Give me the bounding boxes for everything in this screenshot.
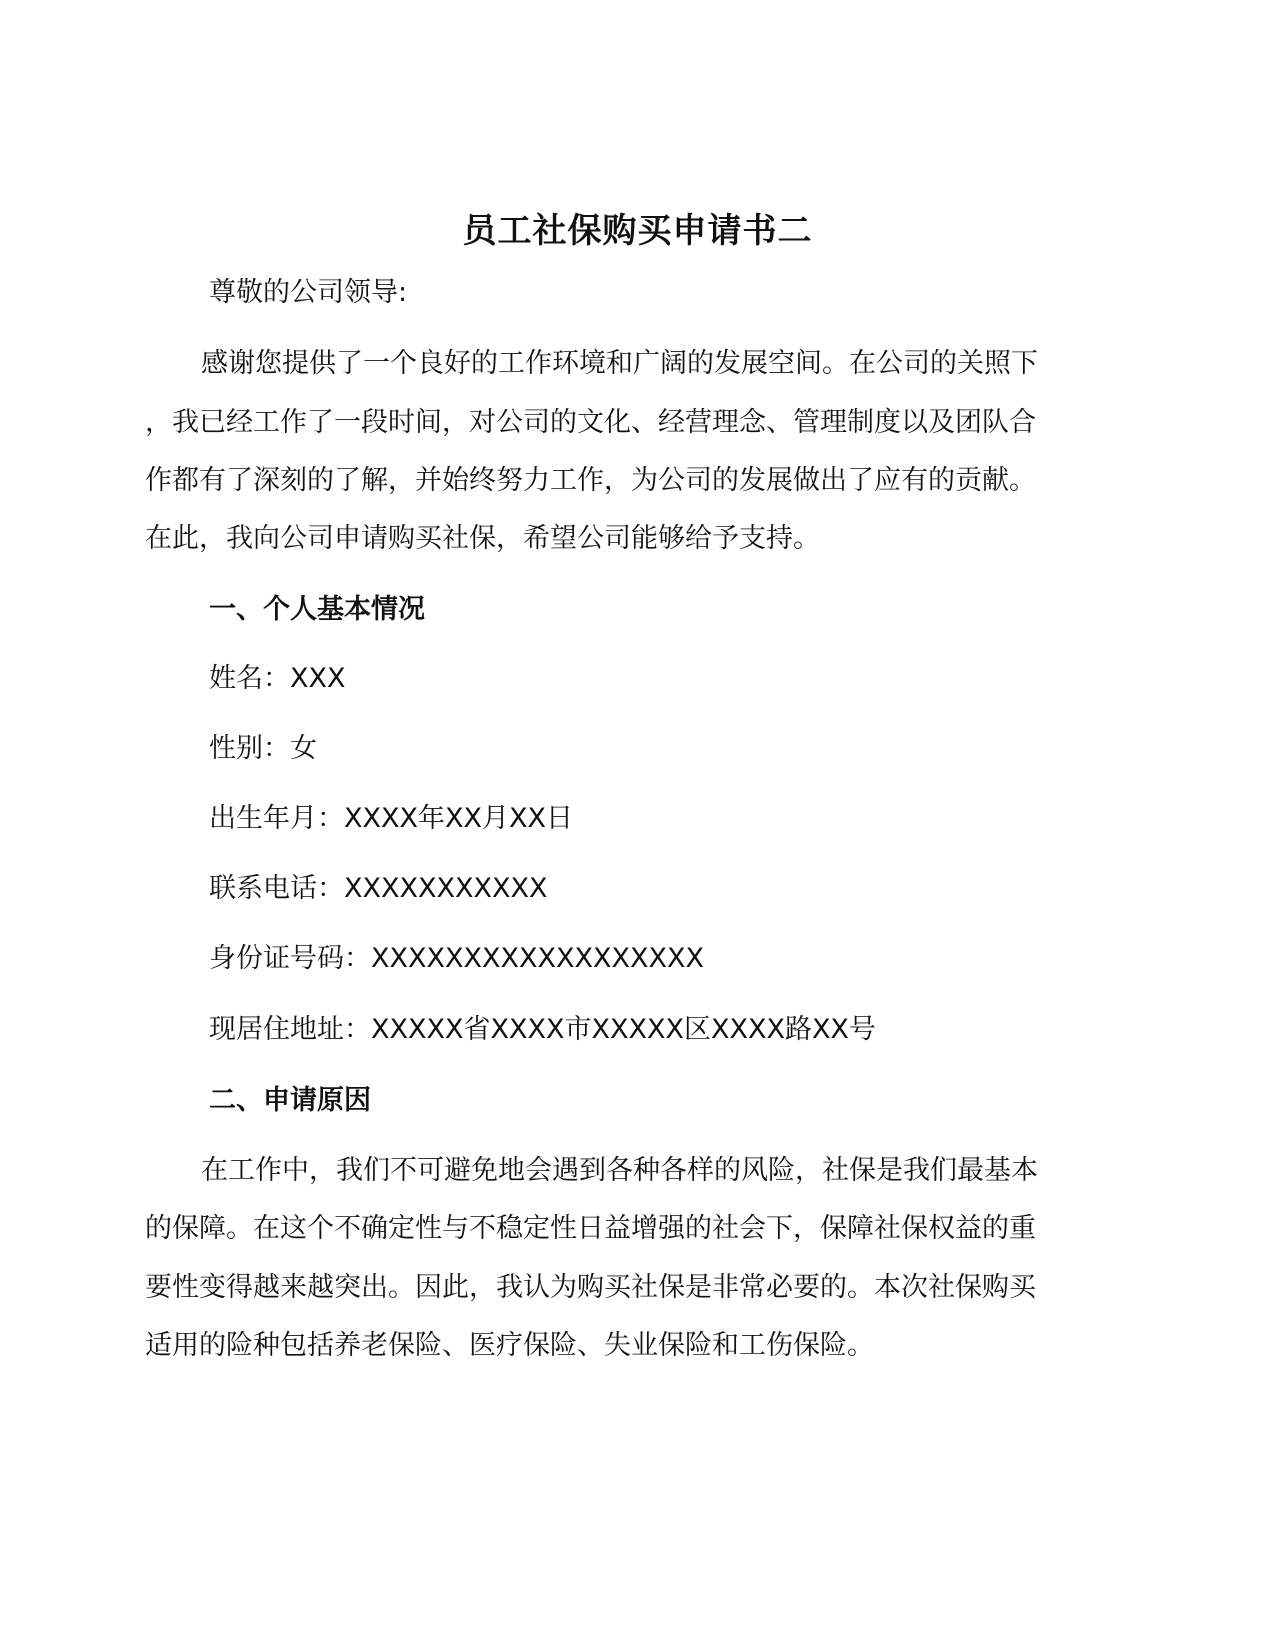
field-name: 姓名：XXX [209,663,346,694]
salutation: 尊敬的公司领导: [209,277,408,308]
paragraph-line: 适用的险种包括养老保险、医疗保险、失业保险和工伤保险。 [145,1330,874,1361]
field-birth-date: 出生年月：XXXX年XX月XX日 [209,803,573,834]
section-heading-reason: 二、申请原因 [209,1085,371,1116]
paragraph-line: 要性变得越来越突出。因此，我认为购买社保是非常必要的。本次社保购买 [145,1272,1036,1303]
section-heading-personal-info: 一、个人基本情况 [209,594,425,625]
paragraph-line: ，我已经工作了一段时间，对公司的文化、经营理念、管理制度以及团队合 [145,407,1036,438]
field-address: 现居住地址：XXXXX省XXXX市XXXXX区XXXX路XX号 [209,1014,876,1045]
field-id-number: 身份证号码：XXXXXXXXXXXXXXXXXX [209,943,704,974]
paragraph-line: 在此，我向公司申请购买社保，希望公司能够给予支持。 [145,523,820,554]
paragraph-line: 感谢您提供了一个良好的工作环境和广阔的发展空间。在公司的关照下 [201,348,1038,379]
field-gender: 性别：女 [209,733,317,764]
document-title: 员工社保购买申请书二 [462,211,813,251]
field-phone: 联系电话：XXXXXXXXXXX [209,873,548,904]
paragraph-line: 作都有了深刻的了解，并始终努力工作，为公司的发展做出了应有的贡献。 [145,465,1036,496]
paragraph-line: 在工作中，我们不可避免地会遇到各种各样的风险，社保是我们最基本 [201,1155,1038,1186]
paragraph-line: 的保障。在这个不确定性与不稳定性日益增强的社会下，保障社保权益的重 [145,1213,1036,1244]
